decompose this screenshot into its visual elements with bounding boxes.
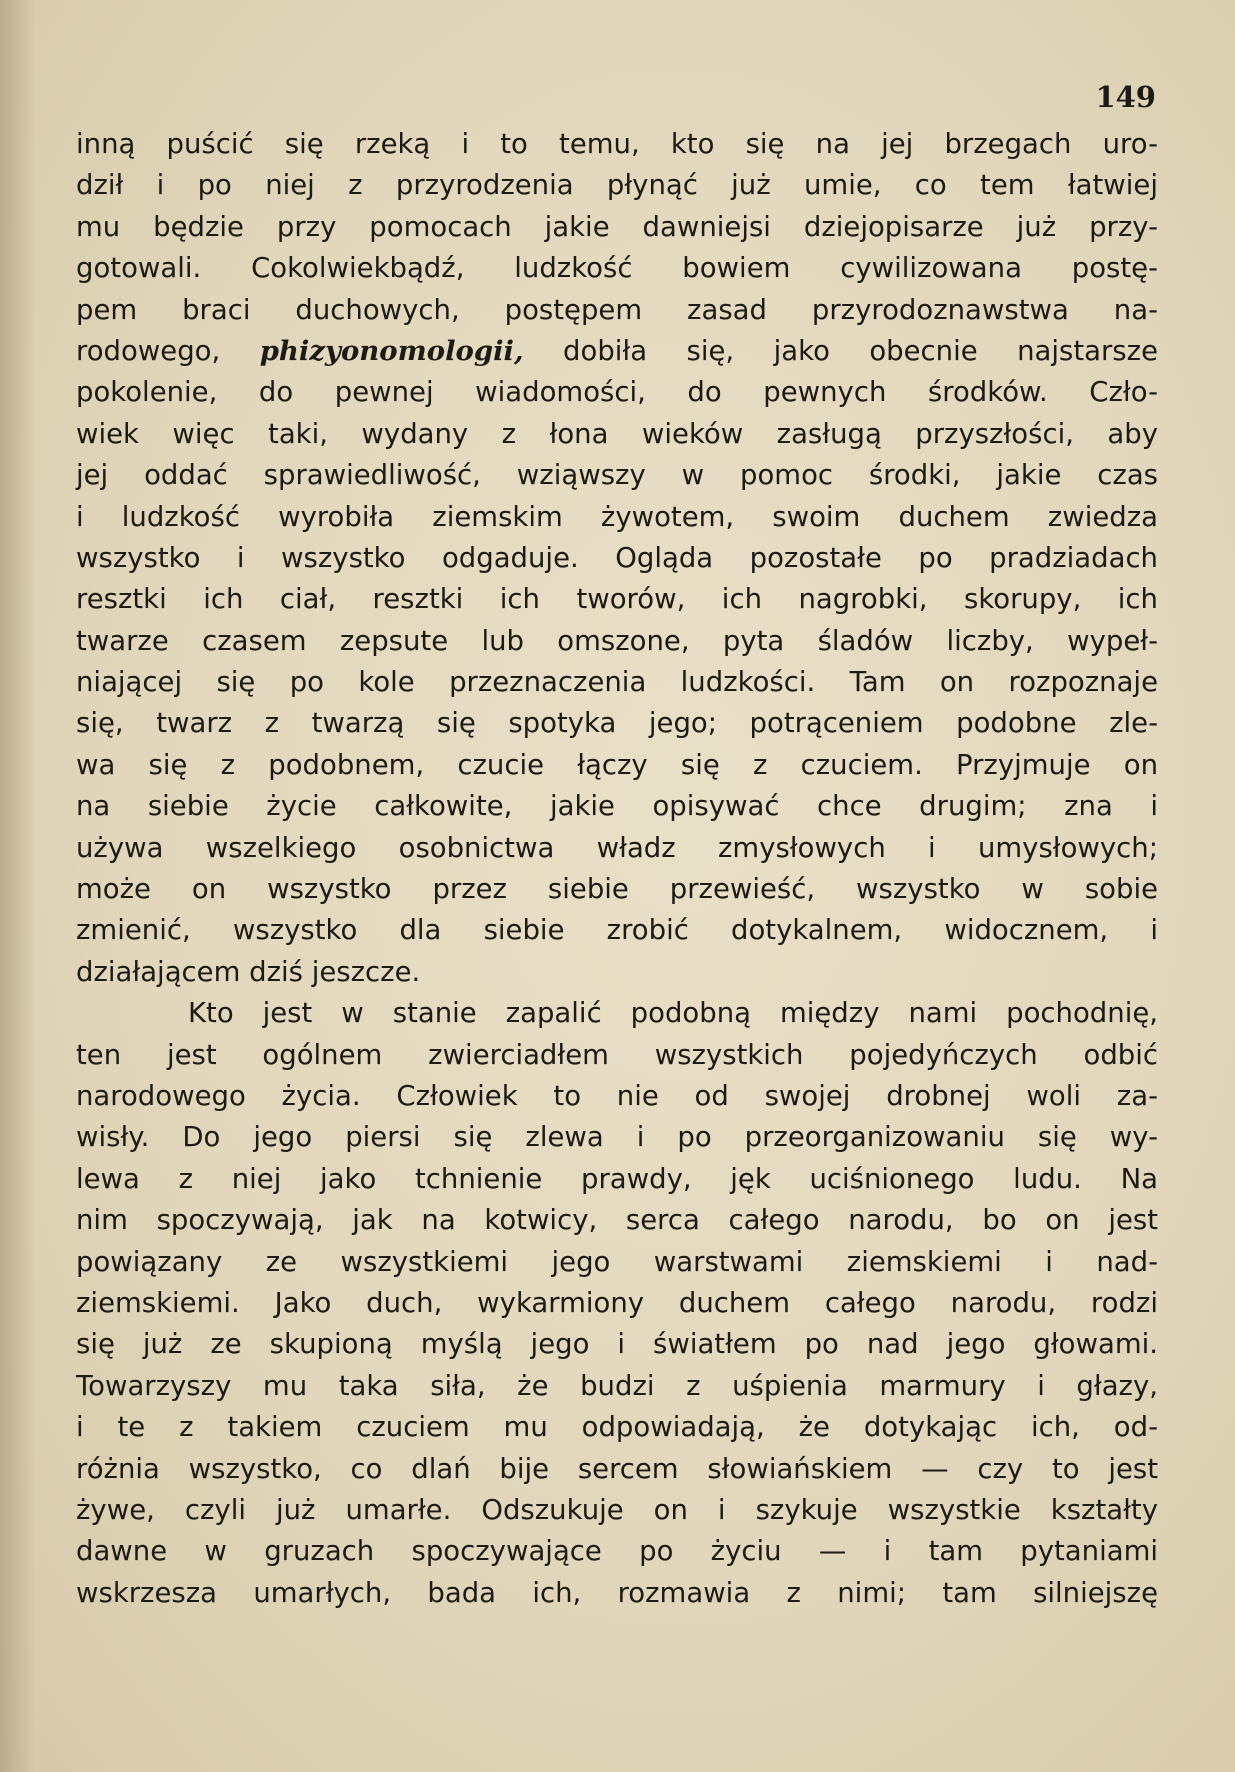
text-line: resztki ich ciał, resztki ich tworów, ich nagrobki, skorupy, ich [76,583,1158,616]
text-line: może on wszystko przez siebie przewieść, wszystko w sobie [76,873,1158,906]
text-line: wisły. Do jego piersi się zlewa i po przeorganizowaniu się wy- [76,1121,1158,1154]
text-line: Towarzyszy mu taka siła, że budzi z uśpienia marmury i głazy, [76,1369,1158,1402]
text-line: powiązany ze wszystkiemi jego warstwami ziemskiemi i nad- [76,1245,1158,1278]
text-line: używa wszelkiego osobnictwa władz zmysłowych i umysłowych; [76,831,1158,864]
text-line: różnia wszystko, co dlań bije sercem słowiańskiem — czy to jest [76,1452,1158,1485]
paragraph-start-line: Kto jest w stanie zapalić podobną między nami pochodnię, [188,997,1158,1030]
text-line: ziemskiemi. Jako duch, wykarmiony duchem całego narodu, rodzi [76,1286,1158,1319]
text-line: się, twarz z twarzą się spotyka jego; potrąceniem podobne zle- [76,707,1158,740]
text-line: dawne w gruzach spoczywające po życiu — i tam pytaniami [76,1535,1158,1568]
text-line: działającem dziś jeszcze. [76,955,421,988]
text-line: wiek więc taki, wydany z łona wieków zasługą przyszłości, aby [76,417,1158,450]
text-line: wa się z podobnem, czucie łączy się z czuciem. Przyjmuje on [76,748,1158,781]
text-line: dził i po niej z przyrodzenia płynąć już umie, co tem łatwiej [76,169,1158,202]
text-line: żywe, czyli już umarłe. Odszukuje on i szykuje wszystkie kształty [76,1493,1158,1526]
text-line: twarze czasem zepsute lub omszone, pyta śladów liczby, wypeł- [76,624,1158,657]
body-text [76,124,1158,1614]
text-line: i ludzkość wyrobiła ziemskim żywotem, swoim duchem zwiedza [76,500,1158,533]
text-line: inną puścić się rzeką i to temu, kto się na jej brzegach uro- [76,128,1158,160]
text-segment: dobiła się, jako obecnie najstarsze [523,334,1158,367]
text-line: lewa z niej jako tchnienie prawdy, jęk uciśnionego ludu. Na [76,1162,1158,1195]
text-line: wskrzesza umarłych, bada ich, rozmawia z nimi; tam silniejszę [76,1576,1158,1609]
text-line: jej oddać sprawiedliwość, wziąwszy w pomoc środki, jakie czas [76,459,1158,492]
italic-term: phizyonomologii, [259,334,524,367]
text-line: pokolenie, do pewnej wiadomości, do pewnych środków. Czło- [76,376,1158,409]
text-line: niającej się po kole przeznaczenia ludzkości. Tam on rozpoznaje [76,666,1158,699]
text-line: mu będzie przy pomocach jakie dawniejsi dziejopisarze już przy- [76,210,1158,243]
text-line: nim spoczywają, jak na kotwicy, serca całego narodu, bo on jest [76,1204,1158,1237]
page-number: 149 [1095,80,1156,114]
text-line: i te z takiem czuciem mu odpowiadają, że dotykając ich, od- [76,1411,1158,1444]
text-line: gotowali. Cokolwiekbądź, ludzkość bowiem cywilizowana postę- [76,252,1158,285]
text-line: się już ze skupioną myślą jego i światłem po nad jego głowami. [76,1328,1158,1361]
text-line: ten jest ogólnem zwierciadłem wszystkich pojedyńczych odbić [76,1038,1158,1071]
text-line: na siebie życie całkowite, jakie opisywać chce drugim; zna i [76,790,1158,823]
text-line: zmienić, wszystko dla siebie zrobić dotykalnem, widocznem, i [76,914,1158,947]
text-segment: rodowego, [76,334,260,367]
text-line [76,331,1158,372]
text-line: narodowego życia. Człowiek to nie od swojej drobnej woli za- [76,1079,1158,1112]
text-line: wszystko i wszystko odgaduje. Ogląda pozostałe po pradziadach [76,541,1158,574]
text-line: pem braci duchowych, postępem zasad przyrodoznawstwa na- [76,293,1158,326]
